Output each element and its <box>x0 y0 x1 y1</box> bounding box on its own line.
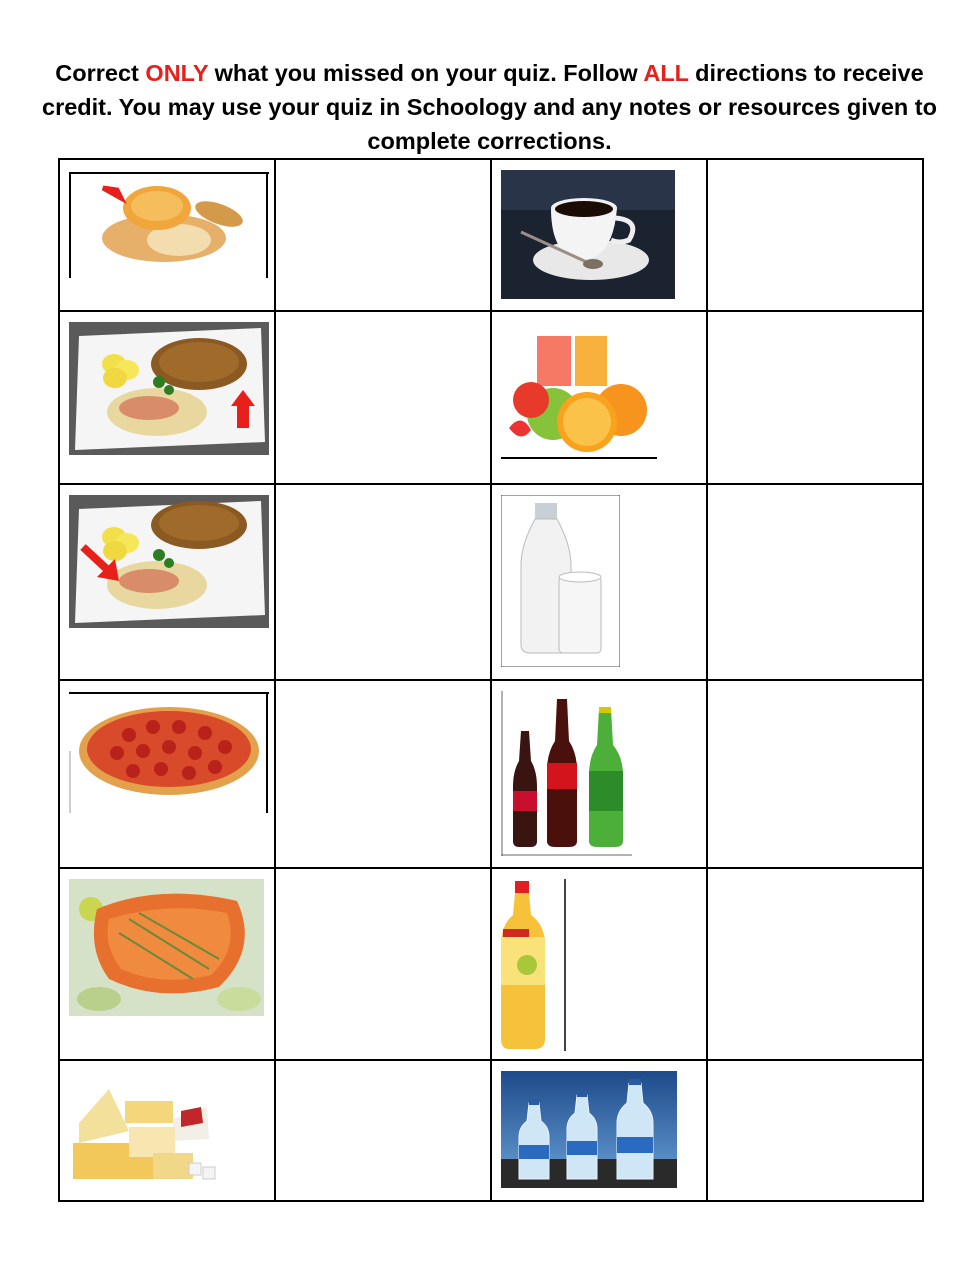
potatoes-with-arrow-icon <box>69 495 269 628</box>
instructions-text: directions to receive credit. You may use your quiz in Schoology and any notes or resources given to complete corrections. <box>42 60 937 154</box>
drink-image-cell <box>491 680 707 868</box>
table-row <box>59 868 923 1060</box>
juice-and-fruit-icon <box>501 322 657 460</box>
drink-image-cell <box>491 311 707 484</box>
answer-cell[interactable] <box>275 311 491 484</box>
answer-cell[interactable] <box>707 1060 923 1201</box>
table-row <box>59 1060 923 1201</box>
food-image-cell <box>59 159 275 311</box>
answer-cell[interactable] <box>707 680 923 868</box>
instructions <box>40 56 939 158</box>
answer-cell[interactable] <box>275 159 491 311</box>
corrections-table <box>58 158 924 1202</box>
food-image-cell <box>59 680 275 868</box>
food-image-cell <box>59 868 275 1060</box>
answer-cell[interactable] <box>275 484 491 680</box>
mineral-water-icon <box>501 1071 677 1188</box>
schnitzel-with-arrow-icon <box>69 322 269 455</box>
food-image-cell <box>59 311 275 484</box>
answer-cell[interactable] <box>275 1060 491 1201</box>
answer-cell[interactable] <box>707 159 923 311</box>
table-row <box>59 484 923 680</box>
emphasis-all: ALL <box>643 60 689 86</box>
pizza-icon <box>69 691 269 813</box>
food-image-cell <box>59 1060 275 1201</box>
answer-cell[interactable] <box>707 484 923 680</box>
instructions-text: what you missed on your quiz. Follow <box>208 60 644 86</box>
answer-cell[interactable] <box>707 868 923 1060</box>
cheese-icon <box>69 1071 221 1183</box>
milk-bottle-icon <box>501 495 620 667</box>
bread-roll-with-arrow-icon <box>69 170 269 278</box>
table-row <box>59 680 923 868</box>
coffee-cup-icon <box>501 170 675 299</box>
emphasis-only: ONLY <box>145 60 209 86</box>
drink-image-cell <box>491 868 707 1060</box>
drink-image-cell <box>491 484 707 680</box>
lemonade-bottle-icon <box>501 879 567 1051</box>
answer-cell[interactable] <box>275 680 491 868</box>
answer-cell[interactable] <box>275 868 491 1060</box>
salmon-fillet-icon <box>69 879 264 1016</box>
drink-image-cell <box>491 1060 707 1201</box>
drink-image-cell <box>491 159 707 311</box>
food-image-cell <box>59 484 275 680</box>
table-row <box>59 311 923 484</box>
instructions-text: Correct <box>55 60 146 86</box>
answer-cell[interactable] <box>707 311 923 484</box>
soda-bottles-icon <box>501 691 632 856</box>
table-row <box>59 159 923 311</box>
